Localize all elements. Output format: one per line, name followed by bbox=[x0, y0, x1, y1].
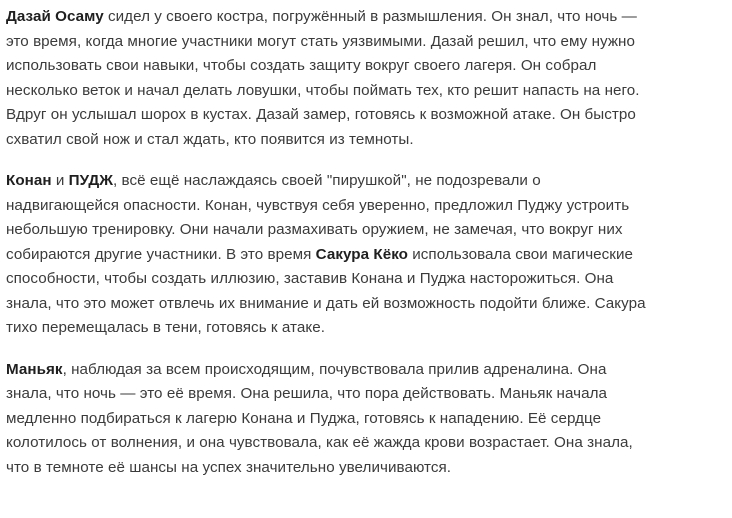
character-name: Сакура Кёко bbox=[315, 245, 408, 263]
character-name: Дазай Осаму bbox=[6, 8, 104, 25]
paragraph-text: использовала свои магические способности, чтобы создать иллюзию, заставив Конана и Пуджа насторожиться. Она знала, что это может отвлечь их внимание и дать ей возможность подойти ближе. Сакура тихо перемещалась в тени, готовясь к атаке. bbox=[6, 245, 646, 336]
paragraph-konan-pudge bbox=[6, 169, 646, 341]
character-name: Конан bbox=[6, 172, 52, 189]
paragraph-text: и bbox=[51, 172, 69, 189]
character-name: Маньяк bbox=[6, 360, 63, 378]
paragraph-dazai bbox=[6, 5, 646, 152]
paragraph-text: , всё ещё наслаждаясь своей "пирушкой", не подозревали о надвигающейся опасности. Конан, чувствуя себя уверенно, предложил Пуджу устроить небольшую тренировку. Они начали размахивать оружием, не замечая, что вокруг них собираются другие участники. В это время bbox=[6, 172, 630, 263]
paragraph-maniac bbox=[6, 358, 646, 481]
character-name: ПУДЖ bbox=[68, 172, 114, 189]
paragraph-text: , наблюдая за всем происходящим, почувствовала прилив адреналина. Она знала, что ночь — это её время. Она решила, что пора действовать. Маньяк начала медленно подбираться к лагерю Конана и Пуджа, готовясь к нападению. Её сердце колотилось от волнения, и она чувствовала, как её жажда крови возрастает. Она знала, что в темноте её шансы на успех значительно увеличиваются. bbox=[6, 360, 633, 476]
paragraph-text: сидел у своего костра, погружённый в размышления. Он знал, что ночь — это время, когда многие участники могут стать уязвимыми. Дазай решил, что ему нужно использовать свои навыки, чтобы создать защиту вокруг своего лагеря. Он собрал несколько веток и начал делать ловушки, чтобы поймать тех, кто решит напасть на него. Вдруг он услышал шорох в кустах. Дазай замер, готовясь к возможной атаке. Он быстро схватил свой нож и стал ждать, кто появится из темноты. bbox=[6, 8, 640, 148]
